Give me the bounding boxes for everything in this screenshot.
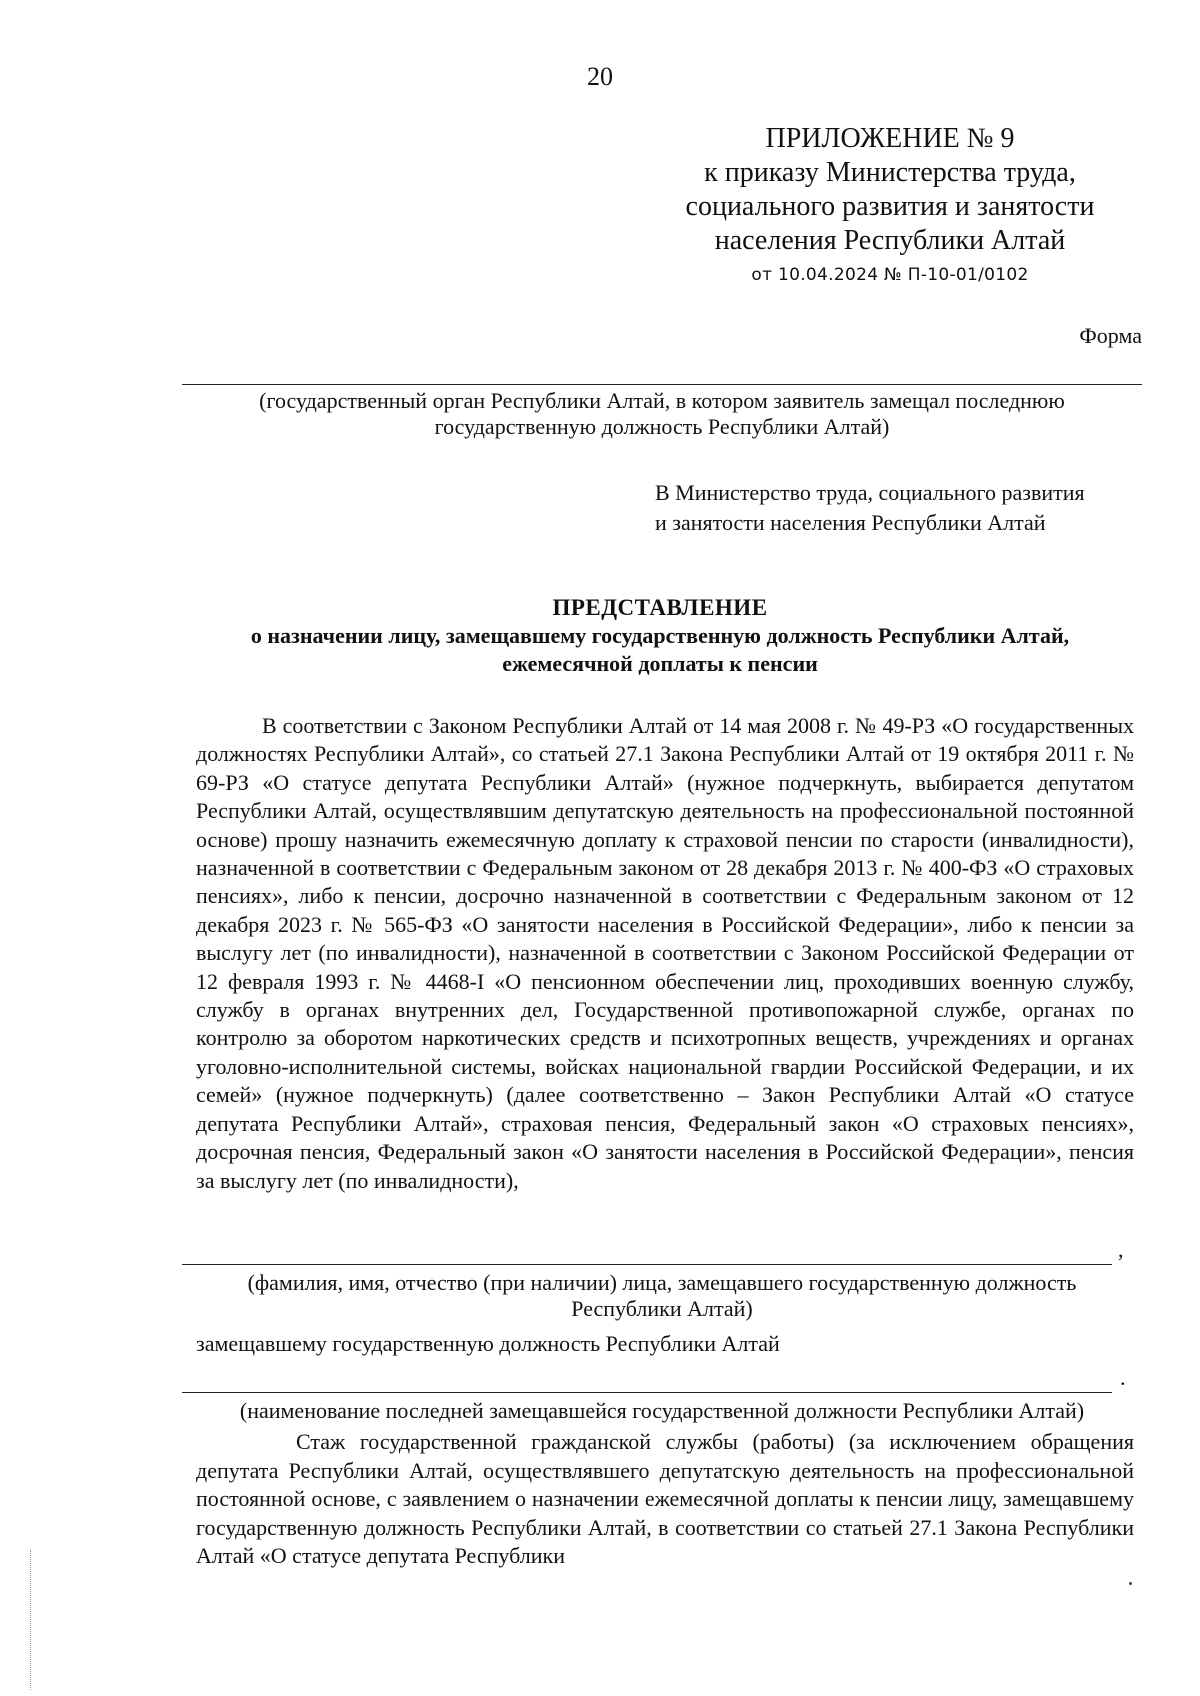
addressee [655,478,1155,538]
document-subtitle-line-2: ежемесячной доплаты к пенсии [502,651,818,676]
appendix-line-1: к приказу Министерства труда, [704,157,1076,188]
addressee-line-2: и занятости населения Республики Алтай [655,510,1046,535]
appendix-header [650,122,1130,290]
organ-caption-line-2: государственную должность Республики Алтай) [434,414,890,439]
fio-fill-line[interactable] [182,1264,1112,1265]
document-title-main: ПРЕДСТАВЛЕНИЕ [552,595,768,620]
fio-caption [182,1270,1142,1322]
appendix-line-2: социального развития и занятости [685,191,1095,222]
form-label: Форма [1079,323,1142,348]
fio-caption-line-1: (фамилия, имя, отчество (при наличии) лица, замещавшего государственную должность [247,1270,1077,1295]
appendix-title: ПРИЛОЖЕНИЕ № 9 [765,123,1015,154]
document-subtitle-line-1: о назначении лицу, замещавшему государственную должность Республики Алтай, [250,623,1070,648]
fio-caption-line-2: Республики Алтай) [571,1296,753,1321]
fio-line-comma: , [1118,1237,1124,1262]
page-number: 20 [587,62,613,91]
main-paragraph-text: В соответствии с Законом Республики Алтай от 14 мая 2008 г. № 49-РЗ «О государственных должностях Республики Алтай», со статьей 27.1 Закона Республики Алтай от 19 октября 2011 г. № 69-РЗ «О статусе депутата Республики Алтай» (нужное подчеркнуть, выбирается депутатом Республики Алтай, осуществлявшим депутатскую деятельность на профессиональной постоянной основе) прошу назначить ежемесячную доплату к страховой пенсии по старости (инвалидности), назначенной в соответствии с Федеральным законом от 28 декабря 2013 г. № 400-ФЗ «О страховых пенсиях», либо к пенсии, досрочно назначенной в соответствии с Федеральным законом от 12 декабря 2023 г. № 565-ФЗ «О занятости населения в Российской Федерации», либо к пенсии за выслугу лет (по инвалидности), назначенной в соответствии с Законом Российской Федерации от 12 февраля 1993 г. № 4468-I «О пенсионном обеспечении лиц, проходивших военную службу, службу в органах внутренних дел, Государственной противопожарной службе, органах по контролю за оборотом наркотических средств и психотропных веществ, учреждениях и органах уголовно-исполнительной системы, войсках национальной гвардии Российской Федерации, и их семей» (нужное подчеркнуть) (далее соответственно – Закон Республики Алтай «О статусе депутата Республики Алтай», страховая пенсия, Федеральный закон «О страховых пенсиях», досрочная пенсия, Федеральный закон «О занятости населения в Российской Федерации», пенсия за выслугу лет (по инвалидности), [196,713,1134,1193]
appendix-line-3: населения Республики Алтай [714,225,1066,256]
appendix-order-stamp: от 10.04.2024 № П-10-01/0102 [751,265,1029,285]
position-caption: (наименование последней замещавшейся государственной должности Республики Алтай) [239,1398,1085,1423]
replaced-position-text: замещавшему государственную должность Республики Алтай [196,1331,780,1356]
scan-speck [1129,1582,1132,1585]
organ-caption [182,388,1142,440]
document-title [120,594,1200,678]
main-paragraph [196,712,1134,1195]
service-paragraph [196,1428,1134,1571]
organ-caption-line-1: (государственный орган Республики Алтай, в котором заявитель замещал последнюю [259,388,1065,413]
scan-margin-marks [30,1550,33,1690]
position-line-period: . [1120,1365,1126,1390]
position-fill-line[interactable] [182,1392,1112,1393]
organ-fill-line[interactable] [182,384,1142,385]
service-paragraph-text: Стаж государственной гражданской службы (работы) (за исключением обращения депутата Республики Алтай, осуществлявшего депутатскую деятельность на профессиональной постоянной основе, с заявлением о назначении ежемесячной доплаты к пенсии лицу, замещавшему государственную должность Республики Алтай, в соответствии со статьей 27.1 Закона Республики Алтай «О статусе депутата Республики [196,1429,1134,1569]
addressee-line-1: В Министерство труда, социального развития [655,480,1085,505]
